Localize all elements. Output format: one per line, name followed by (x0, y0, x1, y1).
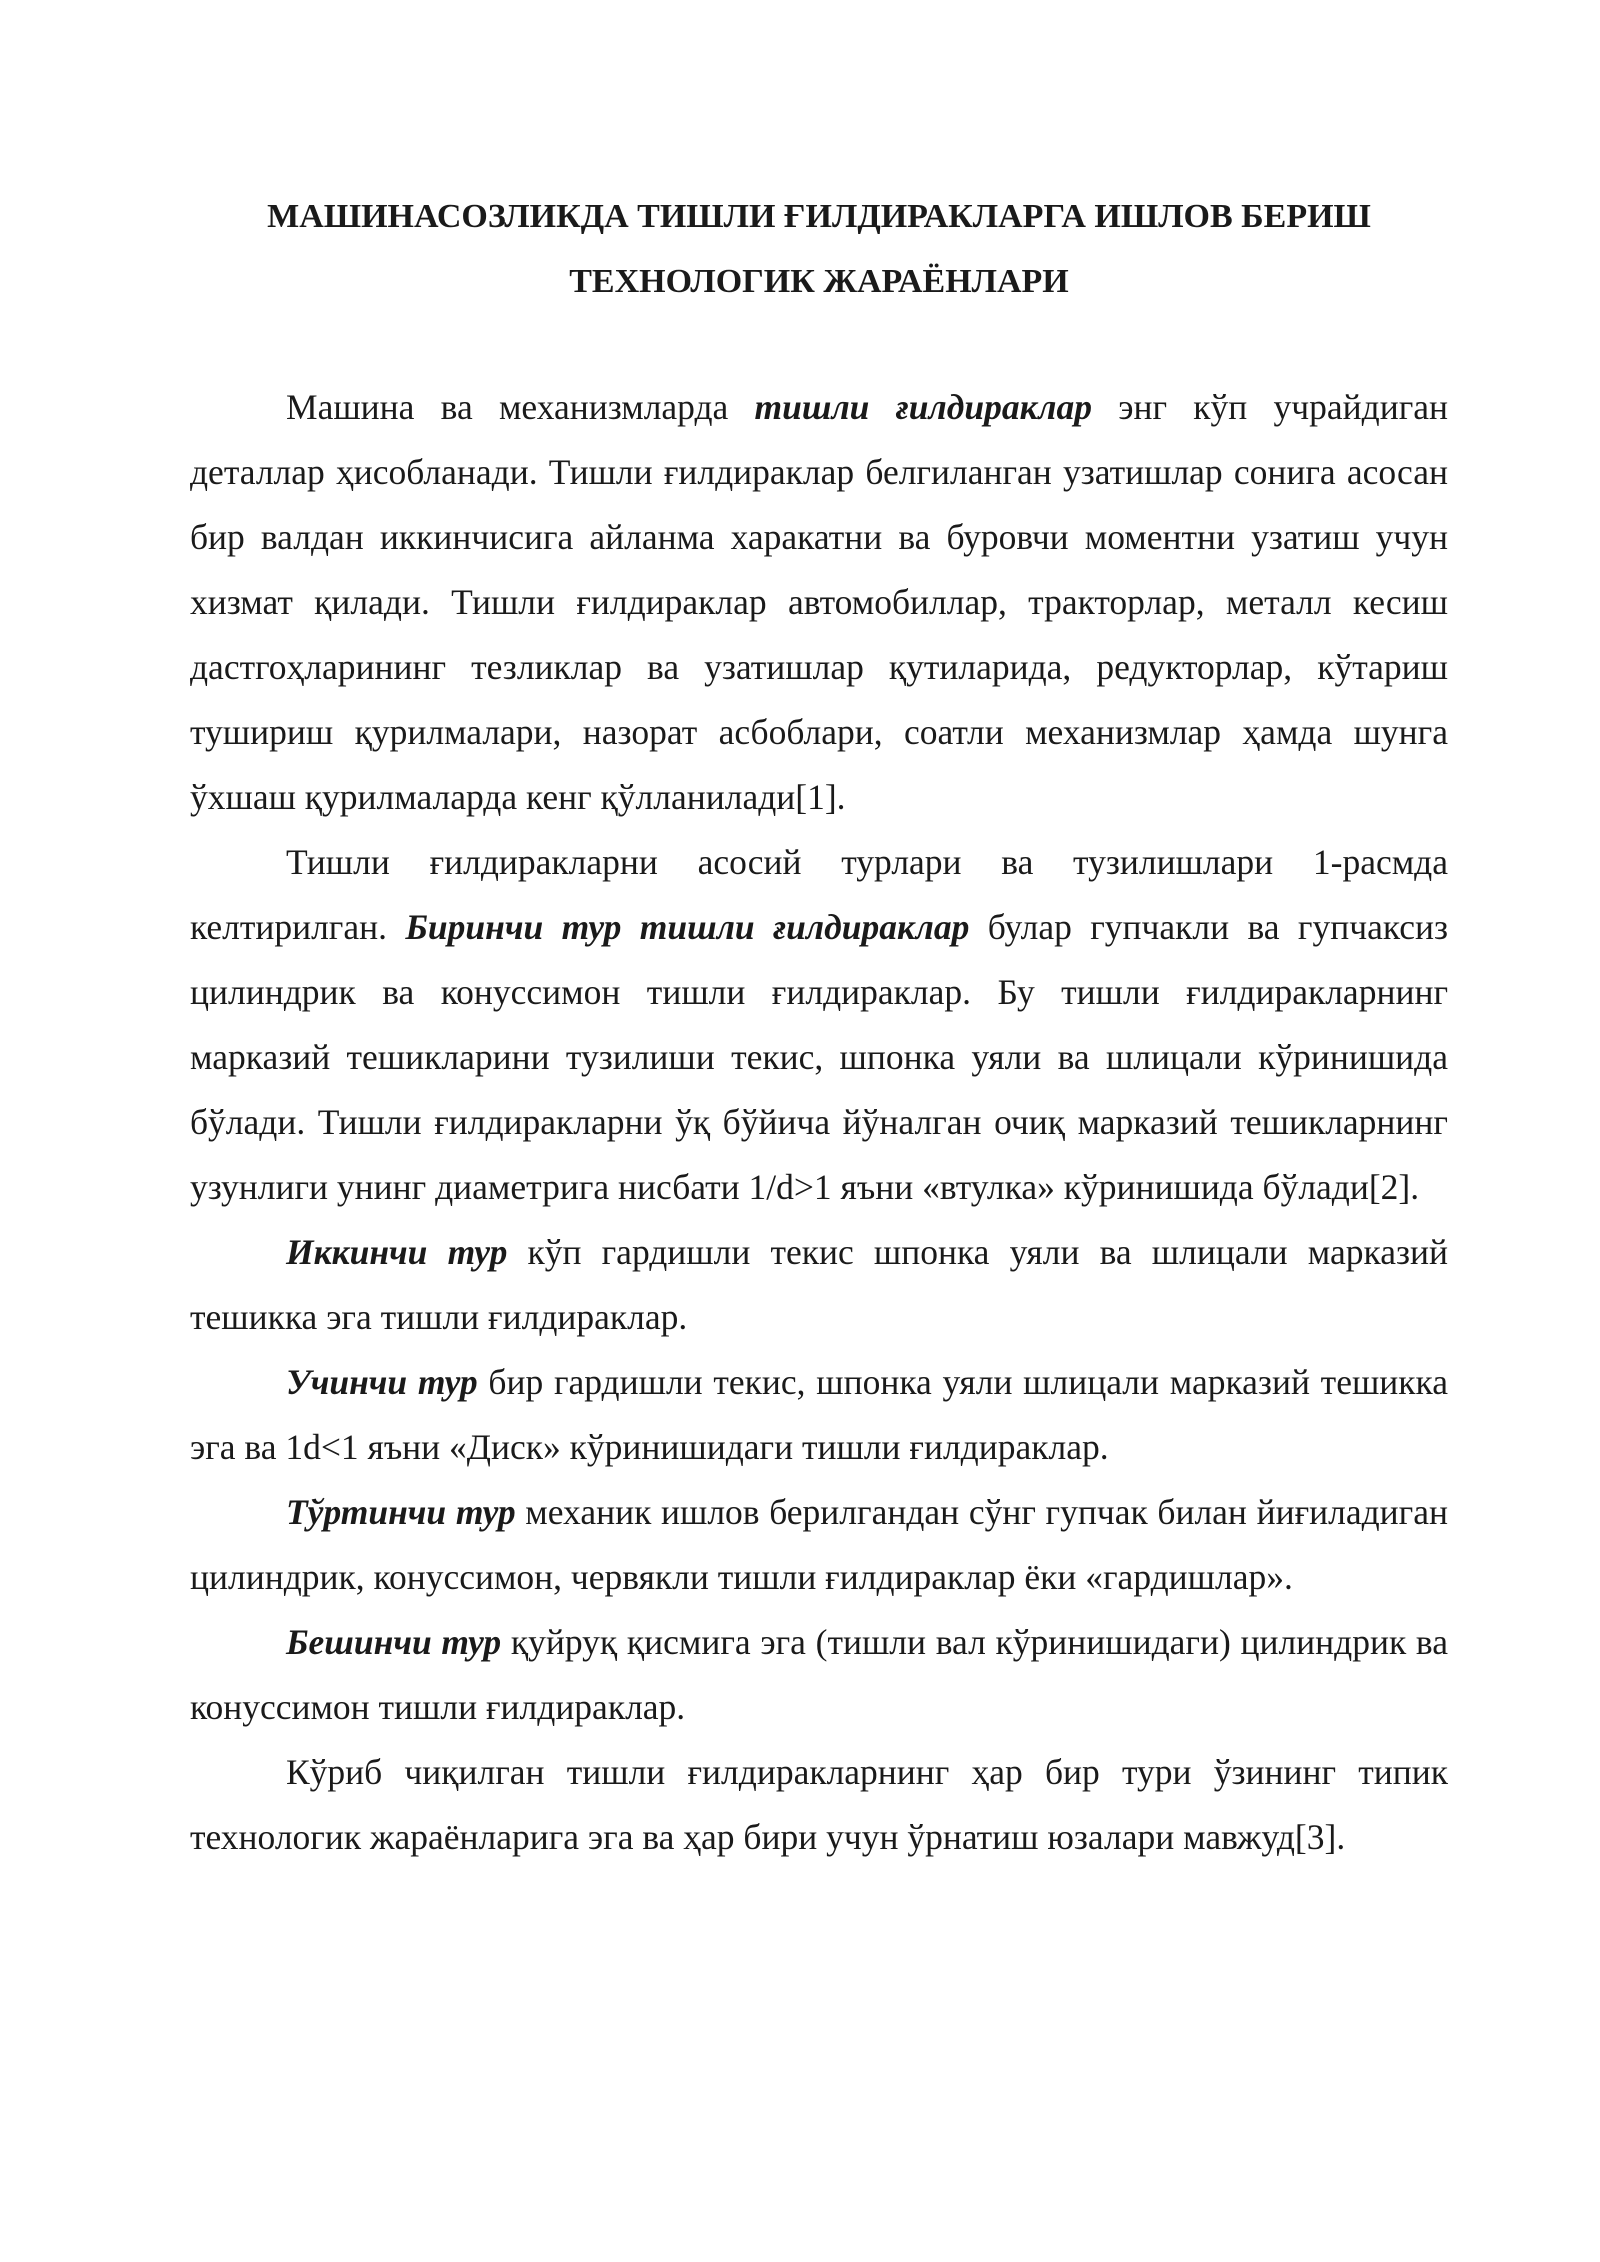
paragraph-5-text-after: механик ишлов берилгандан сўнг гупчак билан йиғиладиган цилиндрик, конуссимон, червякли тишли ғилдираклар ёки «гардишлар». (190, 1492, 1448, 1597)
document-body (190, 375, 1448, 1870)
paragraph-6-emphasis: Бешинчи тур (286, 1622, 502, 1662)
paragraph-4 (190, 1350, 1448, 1480)
paragraph-2-emphasis: Биринчи тур тишли ғилдираклар (405, 907, 970, 947)
paragraph-3-emphasis: Иккинчи тур (286, 1232, 508, 1272)
title-line-2: ТЕХНОЛОГИК ЖАРАЁНЛАРИ (569, 263, 1069, 300)
paragraph-5 (190, 1480, 1448, 1610)
document-title (190, 184, 1448, 314)
paragraph-2 (190, 830, 1448, 1220)
paragraph-7-text-before: Кўриб чиқилган тишли ғилдиракларнинг ҳар бир тури ўзининг типик технологик жараёнларига эга ва ҳар бири учун ўрнатиш юзалари мавжуд[3]. (190, 1752, 1448, 1857)
paragraph-4-emphasis: Учинчи тур (286, 1362, 478, 1402)
paragraph-5-emphasis: Тўртинчи тур (286, 1492, 516, 1532)
paragraph-6-text-after: қуйруқ қисмига эга (тишли вал кўринишидаги) цилиндрик ва конуссимон тишли ғилдираклар. (190, 1622, 1448, 1727)
paragraph-6 (190, 1610, 1448, 1740)
paragraph-4-text-after: бир гардишли текис, шпонка уяли шлицали марказий тешикка эга ва 1d<1 яъни «Диск» кўринишидаги тишли ғилдираклар. (190, 1362, 1449, 1467)
paragraph-3 (190, 1220, 1448, 1350)
paragraph-3-text-after: кўп гардишли текис шпонка уяли ва шлицали марказий тешикка эга тишли ғилдираклар. (190, 1232, 1448, 1337)
paragraph-1-emphasis: тишли ғилдираклар (754, 387, 1093, 427)
paragraph-7 (190, 1740, 1448, 1870)
paragraph-1 (190, 375, 1448, 830)
paragraph-1-text-before: Машина ва механизмларда (286, 387, 755, 427)
paragraph-2-text-before: Тишли ғилдиракларни асосий турлари ва тузилишлари 1-расмда келтирилган. (190, 842, 1448, 947)
paragraph-1-text-after: энг кўп учрайдиган деталлар ҳисобланади. Тишли ғилдираклар белгиланган узатишлар сонига асосан бир валдан иккинчисига айланма харакатни ва буровчи моментни узатиш учун хизмат қилади. Тишли ғилдираклар автомобиллар, тракторлар, металл кесиш дастгоҳларининг тезликлар ва узатишлар қутиларида, редукторлар, кўтариш тушириш қурилмалари, назорат асбоблари, соатли механизмлар ҳамда шунга ўхшаш қурилмаларда кенг қўлланилади[1]. (190, 387, 1449, 817)
paragraph-2-text-after: булар гупчакли ва гупчаксиз цилиндрик ва конуссимон тишли ғилдираклар. Бу тишли ғилдиракларнинг марказий тешикларини тузилиши текис, шпонка уяли ва шлицали кўринишида бўлади. Тишли ғилдиракларни ўқ бўйича йўналган очиқ марказий тешикларнинг узунлиги унинг диаметрига нисбати 1/d>1 яъни «втулка» кўринишида бўлади[2]. (190, 907, 1448, 1207)
title-line-1: МАШИНАСОЗЛИКДА ТИШЛИ ҒИЛДИРАКЛАРГА ИШЛОВ БЕРИШ (267, 198, 1371, 235)
